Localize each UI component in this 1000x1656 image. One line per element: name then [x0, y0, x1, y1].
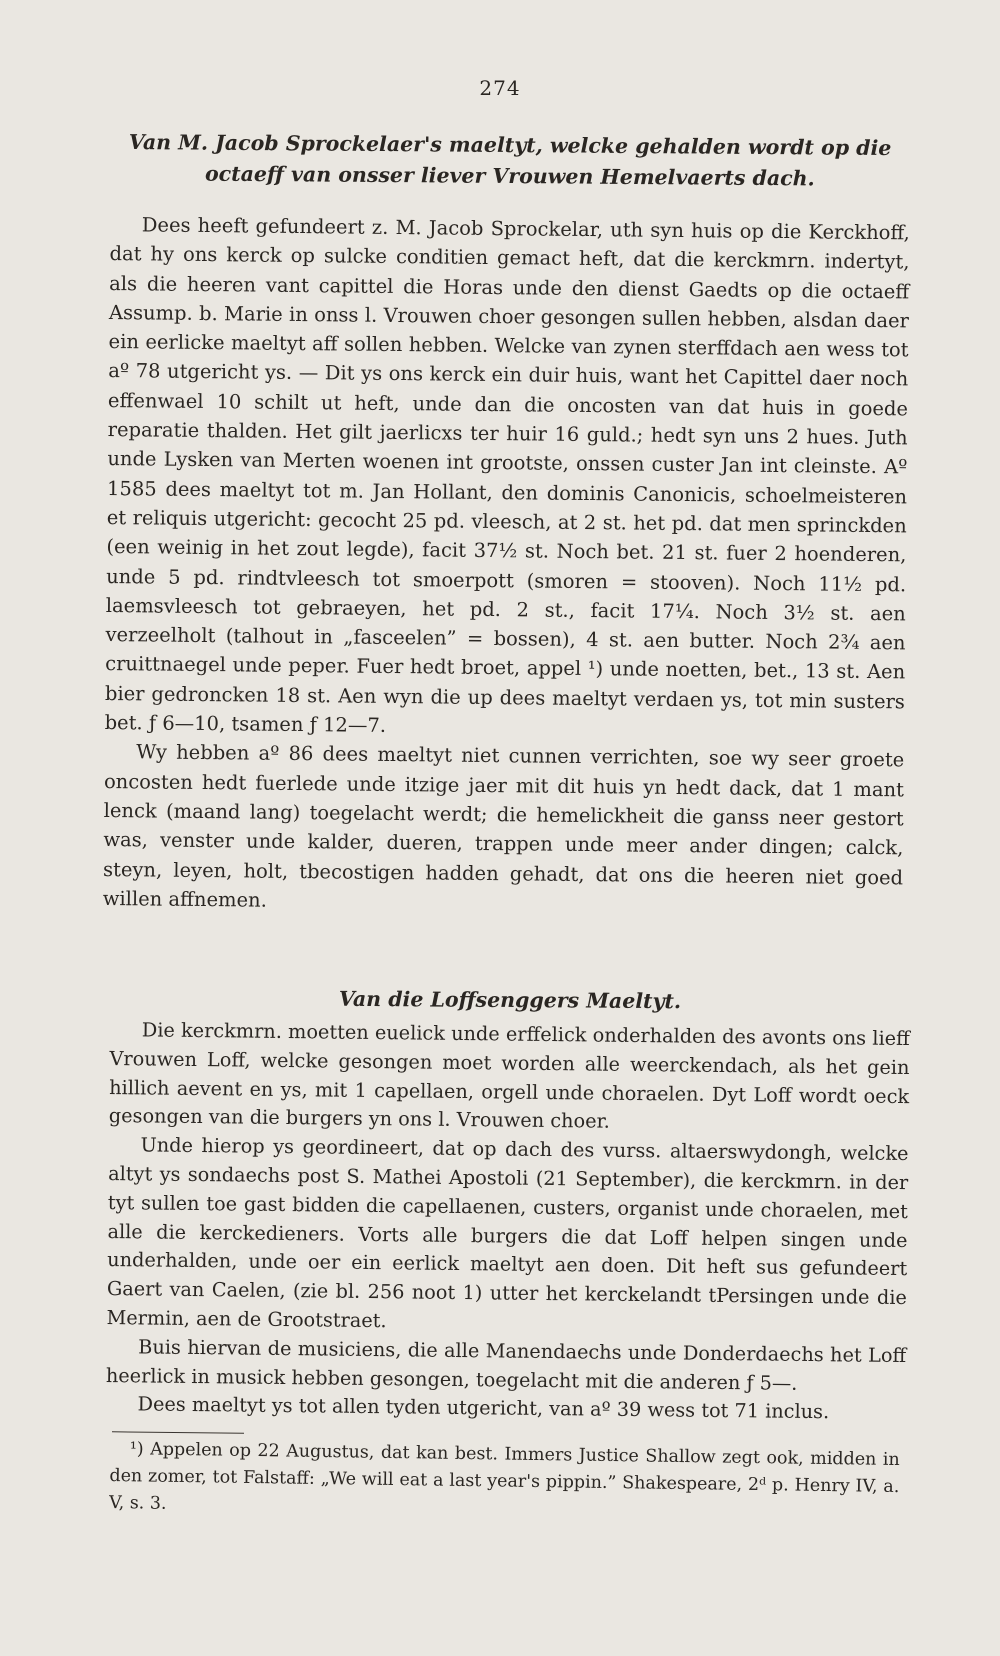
- paragraph: Unde hierop ys geordineert, dat op dach des vurss. altaerswydongh, welcke altyt ys sondaechs post S. Mathei Apostoli (21 September), die kerckmrn. in der tyt sullen toe gast bidden die capellaenen, custers, organist unde choraelen, met alle die kerckedieners. Vorts alle burgers die dat Loff helpen singen unde underhalden, unde oer ein eerlick maeltyt aen doen. Dit heft sus gefundeert Gaert van Caelen, (zie bl. 256 noot 1) utter het kerckelandt tPersingen unde die Mermin, aen de Grootstraet.: [106, 1133, 909, 1333]
- page-number: 274: [479, 76, 521, 100]
- paragraph: Dees maeltyt ys tot allen tyden utgericht, van aº 39 wess tot 71 inclus.: [137, 1392, 830, 1424]
- footnote: ¹) Appelen op 22 Augustus, dat kan best. Immers Justice Shallow zegt ook, midden in den zomer, tot Falstaff: „We will eat a last year's pippin.” Shakespeare, 2ᵈ p. Henry IV, a. V, s. 3.: [108, 1439, 900, 1514]
- paragraph: Wy hebben aº 86 dees maeltyt niet cunnen verrichten, soe wy seer groete oncosten hedt fuerlede unde itzige jaer mit dit huis yn hedt dack, dat 1 mant lenck (maand lang) toegelacht werdt; die hemelickheit die ganss neer gestort was, venster unde kalder, dueren, trappen unde meer ander dingen; calck, steyn, leyen, holt, tbecostigen hadden gehadt, dat ons die heeren niet goed willen affnemen.: [102, 740, 905, 912]
- footnote-divider: [112, 1431, 244, 1433]
- section-body-sprockelaer: [103, 210, 910, 921]
- section-title-loffsenggers: Van die Loffsenggers Maeltyt.: [338, 986, 682, 1014]
- paragraph: Dees heeft gefundeert z. M. Jacob Sprockelar, uth syn huis op die Kerckhoff, dat hy ons kerck op sulcke conditien gemact heft, dat die kerckmrn. indertyt, als die heeren vant capittel die Horas unde den dienst Gaedts op die octaeff Assump. b. Marie in onss l. Vrouwen choer gesongen sullen hebben, alsdan daer ein eerlicke maeltyt aff sollen hebben. Welcke van zynen sterffdach aen wess tot aº 78 utgericht ys. — Dit ys ons kerck ein duir huis, want het Capittel daer noch effenwael 10 schilt ut heft, unde dan die oncosten van dat huis in goede reparatie thalden. Het gilt jaerlicxs ter huir 16 guld.; hedt syn uns 2 hues. Juth unde Lysken van Merten woenen int grootste, onssen custer Jan int cleinste. Aº 1585 dees maeltyt tot m. Jan Hollant, den dominis Canonicis, schoelmeisteren et reliquis utgericht: gecocht 25 pd. vleesch, at 2 st. het pd. dat men sprinckden (een weinig in het zout legde), facit 37½ st. Noch bet. 21 st. fuer 2 hoenderen, unde 5 pd. rindtvleesch tot smoerpott (smoren = stooven). Noch 11½ pd. laemsvleesch tot gebraeyen, het pd. 2 st., facit 17¼. Noch 3½ st. aen verzeelholt (talhout in „fasceelen” = bossen), 4 st. aen butter. Noch 2¾ aen cruittnaegel unde peper. Fuer hedt broet, appel ¹) unde noetten, bet., 13 st. Aen bier gedroncken 18 st. Aen wyn die up dees maeltyt verdaen ys, tot min susters bet. ƒ 6—10, tsamen ƒ 12—7.: [104, 213, 910, 737]
- paragraph: Die kerckmrn. moetten euelick unde erffelick onderhalden des avonts ons lieff Vrouwen Loff, welcke gesongen moet worden alle weerckendach, als het gein hillich aevent en ys, mit 1 capellaen, orgell unde choraelen. Dyt Loff wordt oeck gesongen van die burgers yn ons l. Vrouwen choer.: [108, 1018, 910, 1134]
- paragraph: Buis hiervan de musiciens, die alle Manendaechs unde Donderdaechs het Loff heerlick in musick hebben gesongen, toegelacht mit die anderen ƒ 5—.: [105, 1335, 907, 1395]
- section-body-loffsenggers: [105, 1016, 910, 1428]
- section-title-sprockelaer: Van M. Jacob Sprockelaer's maeltyt, welcke gehalden wordt op die octaeff van onsser liever Vrouwen Hemelvaerts dach.: [128, 130, 892, 191]
